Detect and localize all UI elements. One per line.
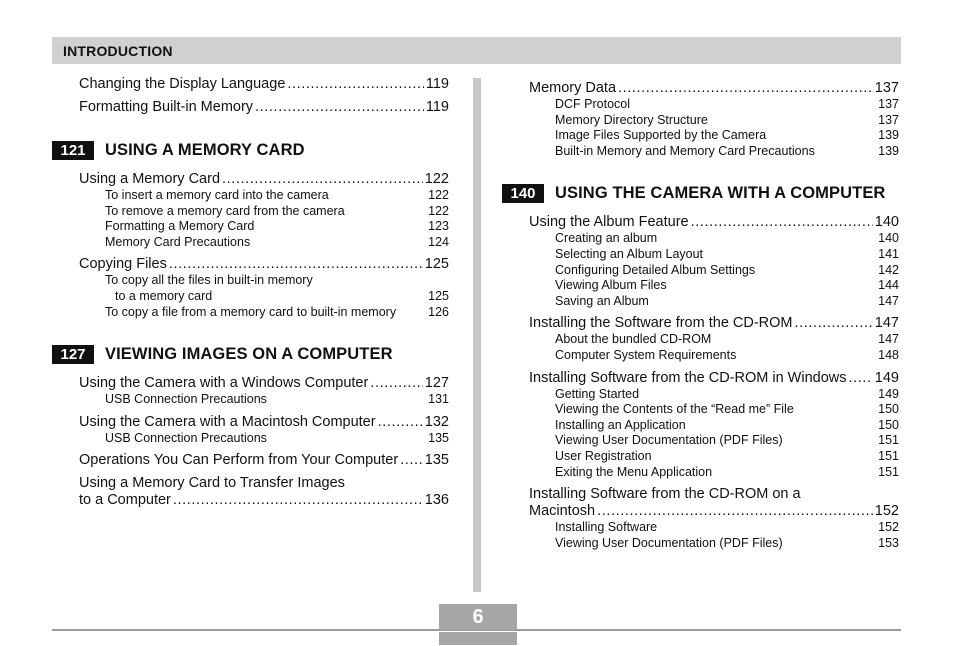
- toc-left-column: [60, 70, 449, 509]
- toc-subentry[interactable]: [529, 433, 899, 449]
- toc-subentry[interactable]: [79, 235, 449, 251]
- page-number-box: [439, 604, 517, 645]
- toc-entry-page: 152: [874, 503, 899, 520]
- toc-leader-dots: [255, 99, 424, 116]
- toc-subentry-title: To insert a memory card into the camera: [105, 188, 329, 202]
- toc-leader-dots: [222, 171, 423, 188]
- toc-entry-title: Using the Album Feature: [529, 214, 689, 231]
- toc-entry-page: 119: [425, 76, 449, 92]
- toc-leader-dots: [370, 375, 422, 392]
- toc-subentry-page: 122: [428, 203, 449, 218]
- toc-subentry[interactable]: [529, 449, 899, 465]
- toc-entry-title: Using a Memory Card: [79, 171, 221, 187]
- toc-subentry-title: Viewing the Contents of the “Read me” File: [555, 402, 794, 417]
- toc-entry-page: 147: [874, 315, 899, 332]
- toc-subentry-title: About the bundled CD-ROM: [555, 332, 712, 347]
- page-header-title: INTRODUCTION: [63, 43, 173, 59]
- toc-subentry-page: 137: [878, 112, 899, 127]
- toc-subentry-page: 150: [878, 402, 899, 417]
- toc-subentry-page: 151: [878, 433, 899, 448]
- page-number-tab: [439, 632, 517, 645]
- section-page-badge: 127: [52, 345, 94, 364]
- toc-entry[interactable]: [529, 214, 899, 231]
- toc-subentry[interactable]: [79, 289, 449, 305]
- toc-subentry-page: 139: [878, 143, 899, 158]
- section-page-badge: 121: [52, 141, 94, 160]
- toc-subentry-title: Memory Card Precautions: [105, 234, 251, 249]
- toc-entry-page: 135: [424, 452, 449, 469]
- toc-entry-title: Memory Data: [529, 80, 617, 96]
- toc-subentry[interactable]: [529, 387, 899, 403]
- toc-leader-dots: [618, 80, 873, 97]
- toc-subentry-title: USB Connection Precautions: [105, 430, 267, 445]
- toc-entry[interactable]: [79, 256, 449, 273]
- toc-subentry-title: Computer System Requirements: [555, 347, 737, 362]
- toc-subentry-title: Exiting the Menu Application: [555, 464, 713, 479]
- toc-entry-title: Macintosh: [529, 503, 596, 520]
- toc-subentry-page: 152: [878, 520, 899, 535]
- toc-subentry-title: Installing an Application: [555, 417, 686, 432]
- header-bar: [52, 37, 901, 64]
- column-divider: [473, 78, 481, 592]
- toc-subentry-title: User Registration: [555, 448, 652, 463]
- toc-entry[interactable]: [529, 315, 899, 332]
- toc-subentry[interactable]: [79, 273, 449, 289]
- toc-subentry-title: Getting Started: [555, 386, 640, 401]
- toc-entry-title: Operations You Can Perform from Your Computer: [79, 452, 399, 469]
- toc-entry-title: Formatting Built-in Memory: [79, 99, 254, 115]
- toc-subentry-title: Viewing User Documentation (PDF Files): [555, 535, 783, 550]
- toc-subentry[interactable]: [79, 392, 449, 408]
- toc-subentry-page: 124: [428, 234, 449, 249]
- toc-subentry[interactable]: [529, 348, 899, 364]
- toc-subentry-title: To copy all the files in built-in memory: [105, 273, 313, 288]
- toc-subentry-title: Viewing Album Files: [555, 278, 667, 293]
- toc-right-column: [510, 74, 899, 551]
- toc-subentry-title: to a memory card: [115, 288, 213, 303]
- toc-subentry[interactable]: [529, 418, 899, 434]
- toc-subentry-title: Formatting a Memory Card: [105, 219, 255, 234]
- toc-leader-dots: [795, 315, 873, 332]
- toc-subentry[interactable]: [529, 294, 899, 310]
- toc-subentry-title: Image Files Supported by the Camera: [555, 128, 767, 143]
- toc-entry[interactable]: [79, 492, 449, 509]
- toc-subentry[interactable]: [529, 97, 899, 113]
- toc-leader-dots: [173, 492, 423, 509]
- toc-subentry-page: 125: [428, 288, 449, 303]
- toc-leader-dots: [378, 414, 423, 431]
- toc-entry[interactable]: [529, 370, 899, 387]
- toc-entry-page: 125: [424, 256, 449, 273]
- toc-subentry[interactable]: [79, 219, 449, 235]
- section-heading: [52, 345, 449, 364]
- section-page-badge: 140: [502, 184, 544, 203]
- toc-subentry-page: 153: [878, 535, 899, 550]
- toc-leader-dots: [169, 256, 423, 273]
- section-title: USING A MEMORY CARD: [105, 141, 305, 159]
- toc-subentry[interactable]: [79, 204, 449, 220]
- toc-subentry-page: 147: [878, 332, 899, 347]
- toc-entry-page: 119: [425, 99, 449, 115]
- section-title: VIEWING IMAGES ON A COMPUTER: [105, 345, 393, 364]
- toc-subentry-page: 142: [878, 262, 899, 277]
- toc-subentry[interactable]: [529, 536, 899, 552]
- toc-leader-dots: [691, 214, 873, 231]
- toc-subentry-title: Installing Software: [555, 520, 658, 535]
- toc-subentry[interactable]: [529, 128, 899, 144]
- toc-entry-title: to a Computer: [79, 492, 171, 509]
- section-heading: [52, 141, 449, 160]
- toc-subentry[interactable]: [79, 305, 449, 321]
- toc-entry-page: 127: [424, 375, 449, 392]
- toc-subentry-title: To copy a file from a memory card to built-in memory: [105, 304, 397, 319]
- toc-entry-title: Using the Camera with a Windows Computer: [79, 375, 369, 392]
- toc-leader-dots: [597, 503, 873, 520]
- toc-subentry-page: 150: [878, 417, 899, 432]
- toc-subentry-title: Viewing User Documentation (PDF Files): [555, 433, 783, 448]
- toc-subentry-page: 131: [428, 392, 449, 407]
- toc-subentry[interactable]: [529, 332, 899, 348]
- toc-subentry-page: 144: [878, 278, 899, 293]
- toc-leader-dots: [287, 76, 423, 93]
- toc-subentry-page: 122: [428, 188, 449, 202]
- toc-subentry-page: 148: [878, 347, 899, 362]
- toc-subentry-page: 126: [428, 304, 449, 319]
- section-heading: [502, 184, 899, 203]
- toc-leader-dots: [400, 452, 423, 469]
- toc-subentry-title: Saving an Album: [555, 293, 649, 308]
- toc-entry-page: 149: [874, 369, 899, 386]
- toc-subentry-title: Memory Directory Structure: [555, 112, 708, 127]
- toc-subentry-title: USB Connection Precautions: [105, 392, 267, 407]
- toc-subentry[interactable]: [529, 231, 899, 247]
- toc-entry-title: Installing the Software from the CD-ROM: [529, 315, 793, 332]
- toc-entry-title: Installing Software from the CD-ROM in Windows: [529, 369, 847, 386]
- toc-subentry[interactable]: [529, 402, 899, 418]
- toc-entry-title: Changing the Display Language: [79, 76, 286, 92]
- toc-subentry-page: 140: [878, 231, 899, 246]
- toc-entry-title: Using the Camera with a Macintosh Computer: [79, 413, 376, 430]
- toc-entry[interactable]: [529, 503, 899, 520]
- toc-entry-title: Copying Files: [79, 256, 167, 273]
- toc-subentry-page: 137: [878, 97, 899, 111]
- toc-entry-page: 137: [874, 80, 899, 96]
- toc-subentry[interactable]: [529, 144, 899, 160]
- toc-subentry-page: 149: [878, 386, 899, 401]
- toc-subentry[interactable]: [79, 188, 449, 204]
- toc-subentry-page: 147: [878, 293, 899, 308]
- toc-subentry-page: 141: [878, 246, 899, 261]
- toc-subentry-title: Creating an album: [555, 231, 658, 246]
- toc-subentry-page: 139: [878, 128, 899, 143]
- toc-subentry-page: 135: [428, 430, 449, 445]
- toc-subentry[interactable]: [79, 431, 449, 447]
- toc-subentry[interactable]: [529, 465, 899, 481]
- toc-subentry-page: 151: [878, 448, 899, 463]
- toc-subentry-title: Selecting an Album Layout: [555, 246, 704, 261]
- toc-entry[interactable]: [79, 99, 449, 116]
- toc-entry[interactable]: [79, 414, 449, 431]
- toc-subentry-title: DCF Protocol: [555, 97, 631, 111]
- section-title: USING THE CAMERA WITH A COMPUTER: [555, 184, 886, 203]
- toc-subentry-page: 123: [428, 219, 449, 234]
- toc-entry[interactable]: [79, 375, 449, 392]
- toc-entry-page: 132: [424, 413, 449, 430]
- toc-entry[interactable]: [79, 452, 449, 469]
- toc-subentry[interactable]: [529, 113, 899, 129]
- toc-leader-dots: [849, 370, 873, 387]
- toc-subentry-title: Configuring Detailed Album Settings: [555, 262, 756, 277]
- toc-entry[interactable]: [529, 80, 899, 97]
- toc-entry-title-line[interactable]: Installing Software from the CD-ROM on a: [529, 486, 801, 503]
- toc-entry[interactable]: [79, 171, 449, 188]
- page-number: 6: [472, 606, 484, 628]
- toc-subentry[interactable]: [529, 278, 899, 294]
- toc-entry-page: 122: [424, 171, 449, 187]
- toc-subentry-page: 151: [878, 464, 899, 479]
- toc-subentry-title: Built-in Memory and Memory Card Precautions: [555, 143, 815, 158]
- toc-subentry[interactable]: [529, 247, 899, 263]
- toc-subentry[interactable]: [529, 263, 899, 279]
- toc-subentry-title: To remove a memory card from the camera: [105, 203, 345, 218]
- toc-entry-title-line[interactable]: Using a Memory Card to Transfer Images: [79, 475, 345, 492]
- toc-subentry[interactable]: [529, 520, 899, 536]
- toc-entry-page: 140: [874, 214, 899, 231]
- toc-entry[interactable]: [79, 76, 449, 93]
- toc-entry-page: 136: [424, 492, 449, 509]
